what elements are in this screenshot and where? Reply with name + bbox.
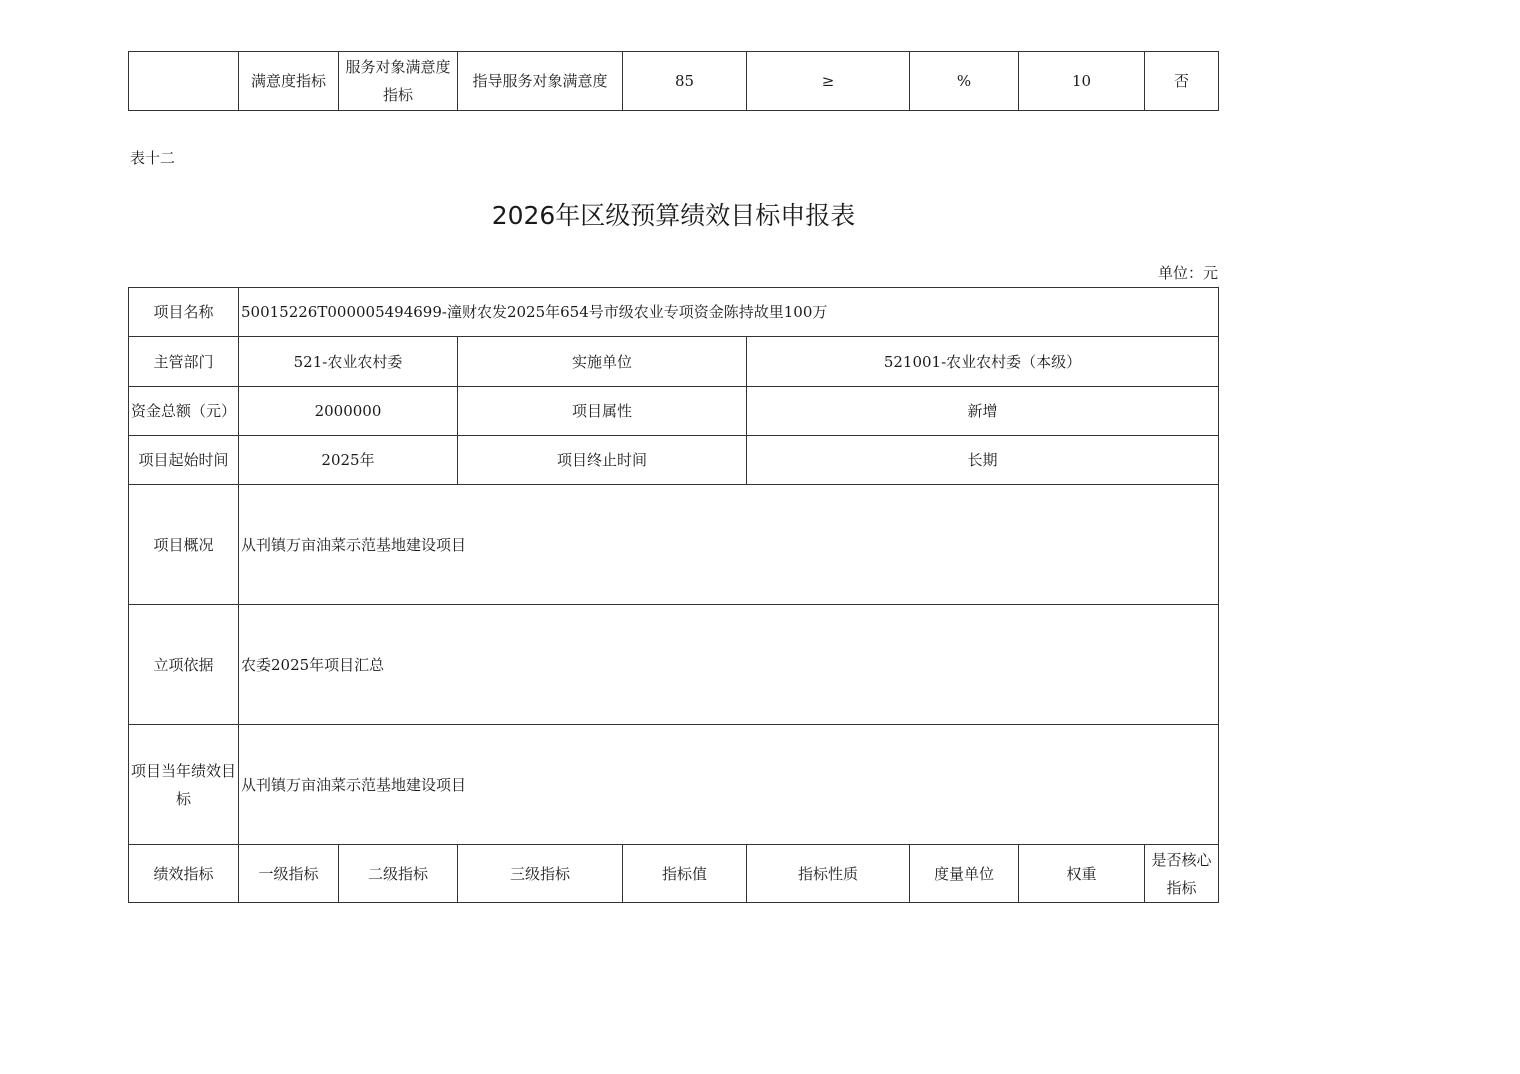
goal-label: 项目当年绩效目标 <box>129 725 239 845</box>
empty-cell <box>129 52 239 111</box>
impl-value: 521001-农业农村委（本级） <box>747 337 1219 387</box>
top-indicator-table <box>128 51 1219 111</box>
level2-cell: 服务对象满意度指标 <box>339 52 458 111</box>
attr-value: 新增 <box>747 387 1219 436</box>
level1-cell: 满意度指标 <box>239 52 339 111</box>
start-value: 2025年 <box>239 436 458 485</box>
goal-value: 从刊镇万亩油菜示范基地建设项目 <box>239 725 1219 845</box>
nature-cell: ≥ <box>747 52 910 111</box>
table-row <box>129 288 1219 337</box>
core-header: 是否核心指标 <box>1145 845 1219 903</box>
unit-cell: % <box>910 52 1019 111</box>
table-row <box>129 605 1219 725</box>
table-row <box>129 845 1219 903</box>
funds-label: 资金总额（元） <box>129 387 239 436</box>
end-value: 长期 <box>747 436 1219 485</box>
table-row <box>129 436 1219 485</box>
basis-value: 农委2025年项目汇总 <box>239 605 1219 725</box>
value-header: 指标值 <box>623 845 747 903</box>
funds-value: 2000000 <box>239 387 458 436</box>
table-row <box>129 725 1219 845</box>
level3-cell: 指导服务对象满意度 <box>458 52 623 111</box>
core-cell: 否 <box>1145 52 1219 111</box>
level2-header: 二级指标 <box>339 845 458 903</box>
table-row <box>129 387 1219 436</box>
table-row <box>129 52 1219 111</box>
basis-label: 立项依据 <box>129 605 239 725</box>
project-name-label: 项目名称 <box>129 288 239 337</box>
nature-header: 指标性质 <box>747 845 910 903</box>
overview-value: 从刊镇万亩油菜示范基地建设项目 <box>239 485 1219 605</box>
impl-label: 实施单位 <box>458 337 747 387</box>
perf-header: 绩效指标 <box>129 845 239 903</box>
page-title: 2026年区级预算绩效目标申报表 <box>491 201 856 230</box>
table-row <box>129 485 1219 605</box>
table-caption: 表十二 <box>130 149 176 167</box>
table-row <box>129 337 1219 387</box>
weight-header: 权重 <box>1019 845 1145 903</box>
attr-label: 项目属性 <box>458 387 747 436</box>
dept-value: 521-农业农村委 <box>239 337 458 387</box>
weight-cell: 10 <box>1019 52 1145 111</box>
unit-header: 度量单位 <box>910 845 1019 903</box>
overview-label: 项目概况 <box>129 485 239 605</box>
budget-performance-table <box>128 287 1219 903</box>
dept-label: 主管部门 <box>129 337 239 387</box>
end-label: 项目终止时间 <box>458 436 747 485</box>
level3-header: 三级指标 <box>458 845 623 903</box>
project-name-value: 50015226T000005494699-潼财农发2025年654号市级农业专项资金陈持故里100万 <box>239 288 1219 337</box>
unit-note: 单位：元 <box>1157 264 1218 282</box>
level1-header: 一级指标 <box>239 845 339 903</box>
start-label: 项目起始时间 <box>129 436 239 485</box>
value-cell: 85 <box>623 52 747 111</box>
